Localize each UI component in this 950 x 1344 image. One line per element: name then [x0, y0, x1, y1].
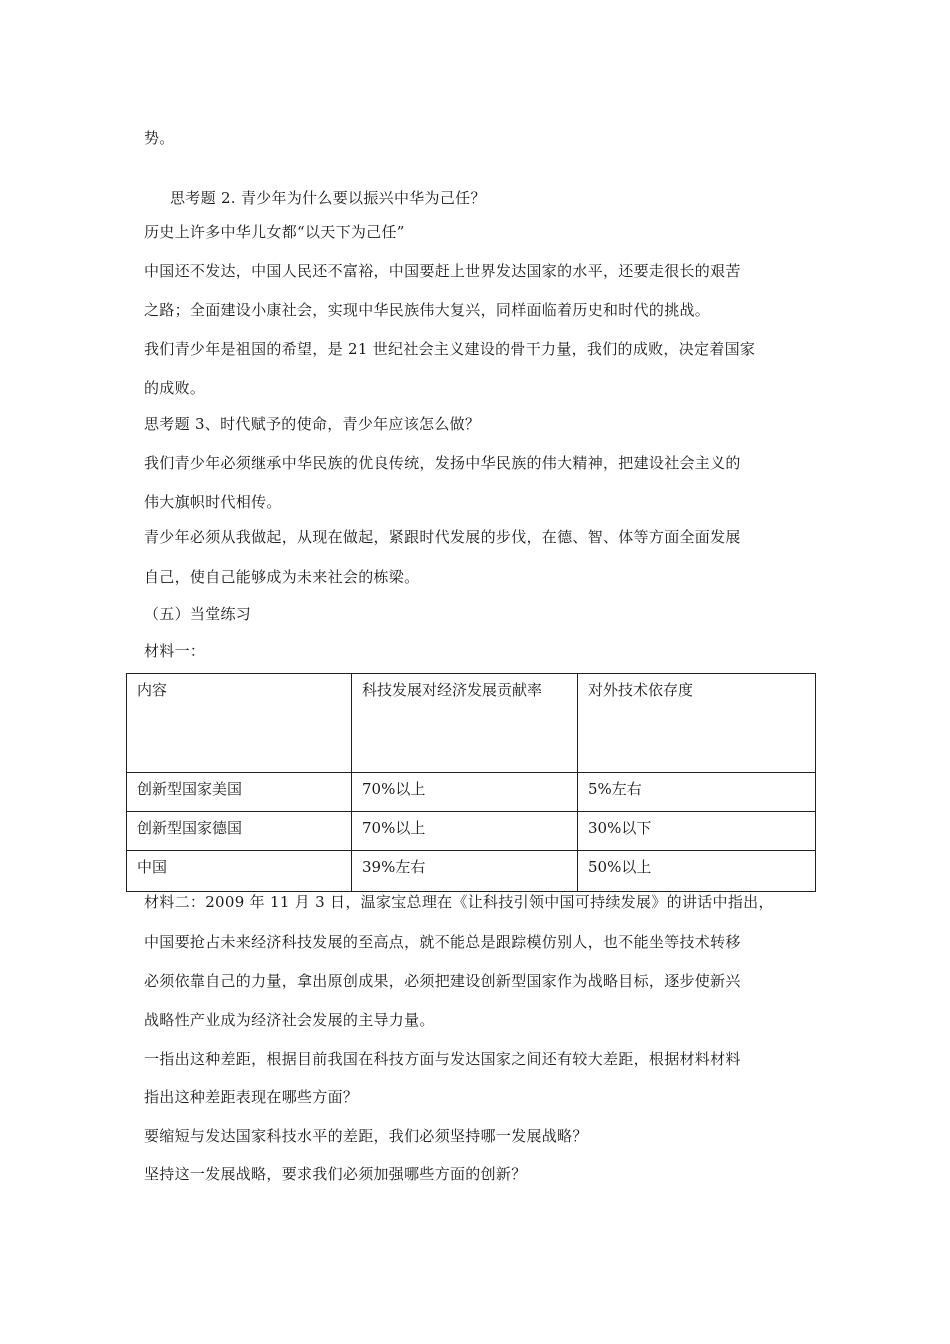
text-line: 伟大旗帜时代相传。 — [144, 493, 282, 511]
comparison-table — [126, 673, 816, 892]
table-cell: 70%以上 — [352, 773, 578, 812]
table-cell: 39%左右 — [352, 851, 578, 892]
text-line: 之路；全面建设小康社会，实现中华民族伟大复兴，同样面临着历史和时代的挑战。 — [144, 301, 711, 319]
text-line: 势。 — [144, 129, 175, 147]
table-header-cell: 对外技术依存度 — [578, 674, 816, 773]
table-row — [127, 773, 816, 812]
table-header-row — [127, 674, 816, 773]
text-line: 指出这种差距表现在哪些方面？ — [144, 1088, 359, 1106]
text-line: 必须依靠自己的力量，拿出原创成果，必须把建设创新型国家作为战略目标，逐步使新兴 — [144, 972, 741, 990]
question-2: 思考题 2. 青少年为什么要以振兴中华为己任？ — [170, 189, 486, 207]
text-line: 要缩短与发达国家科技水平的差距，我们必须坚持哪一发展战略？ — [144, 1127, 588, 1145]
table-cell: 30%以下 — [578, 812, 816, 851]
text-line: 坚持这一发展战略，要求我们必须加强哪些方面的创新？ — [144, 1165, 527, 1183]
table-row — [127, 851, 816, 892]
text-line: 中国要抢占未来经济科技发展的至高点，就不能总是跟踪模仿别人，也不能坐等技术转移 — [144, 933, 741, 951]
text-line: 的成败。 — [144, 379, 206, 397]
table-cell: 5%左右 — [578, 773, 816, 812]
text-line: 历史上许多中华儿女都“以天下为己任” — [144, 223, 405, 241]
text-line: 我们青少年是祖国的希望，是 21 世纪社会主义建设的骨干力量，我们的成败，决定着国家 — [144, 340, 756, 358]
table-row — [127, 812, 816, 851]
text-line: 青少年必须从我做起，从现在做起，紧跟时代发展的步伐，在德、智、体等方面全面发展 — [144, 528, 741, 546]
material-1-label: 材料一： — [144, 642, 206, 660]
table-cell: 创新型国家德国 — [127, 812, 352, 851]
text-line: 中国还不发达，中国人民还不富裕，中国要赶上世界发达国家的水平，还要走很长的艰苦 — [144, 262, 741, 280]
text-line: 战略性产业成为经济社会发展的主导力量。 — [144, 1011, 435, 1029]
table-header-cell: 内容 — [127, 674, 352, 773]
table-header-cell: 科技发展对经济发展贡献率 — [352, 674, 578, 773]
table-cell: 创新型国家美国 — [127, 773, 352, 812]
material-2-line: 材料二：2009 年 11 月 3 日，温家宝总理在《让科技引领中国可持续发展》的讲话中指出， — [144, 893, 774, 911]
question-3: 思考题 3、时代赋予的使命，青少年应该怎么做？ — [144, 415, 481, 433]
table-cell: 70%以上 — [352, 812, 578, 851]
table-cell: 中国 — [127, 851, 352, 892]
text-line: 一指出这种差距，根据目前我国在科技方面与发达国家之间还有较大差距，根据材料材料 — [144, 1050, 741, 1068]
section-heading: （五）当堂练习 — [144, 605, 252, 623]
table-cell: 50%以上 — [578, 851, 816, 892]
text-line: 自己，使自己能够成为未来社会的栋梁。 — [144, 568, 420, 586]
text-line: 我们青少年必须继承中华民族的优良传统，发扬中华民族的伟大精神，把建设社会主义的 — [144, 454, 741, 472]
